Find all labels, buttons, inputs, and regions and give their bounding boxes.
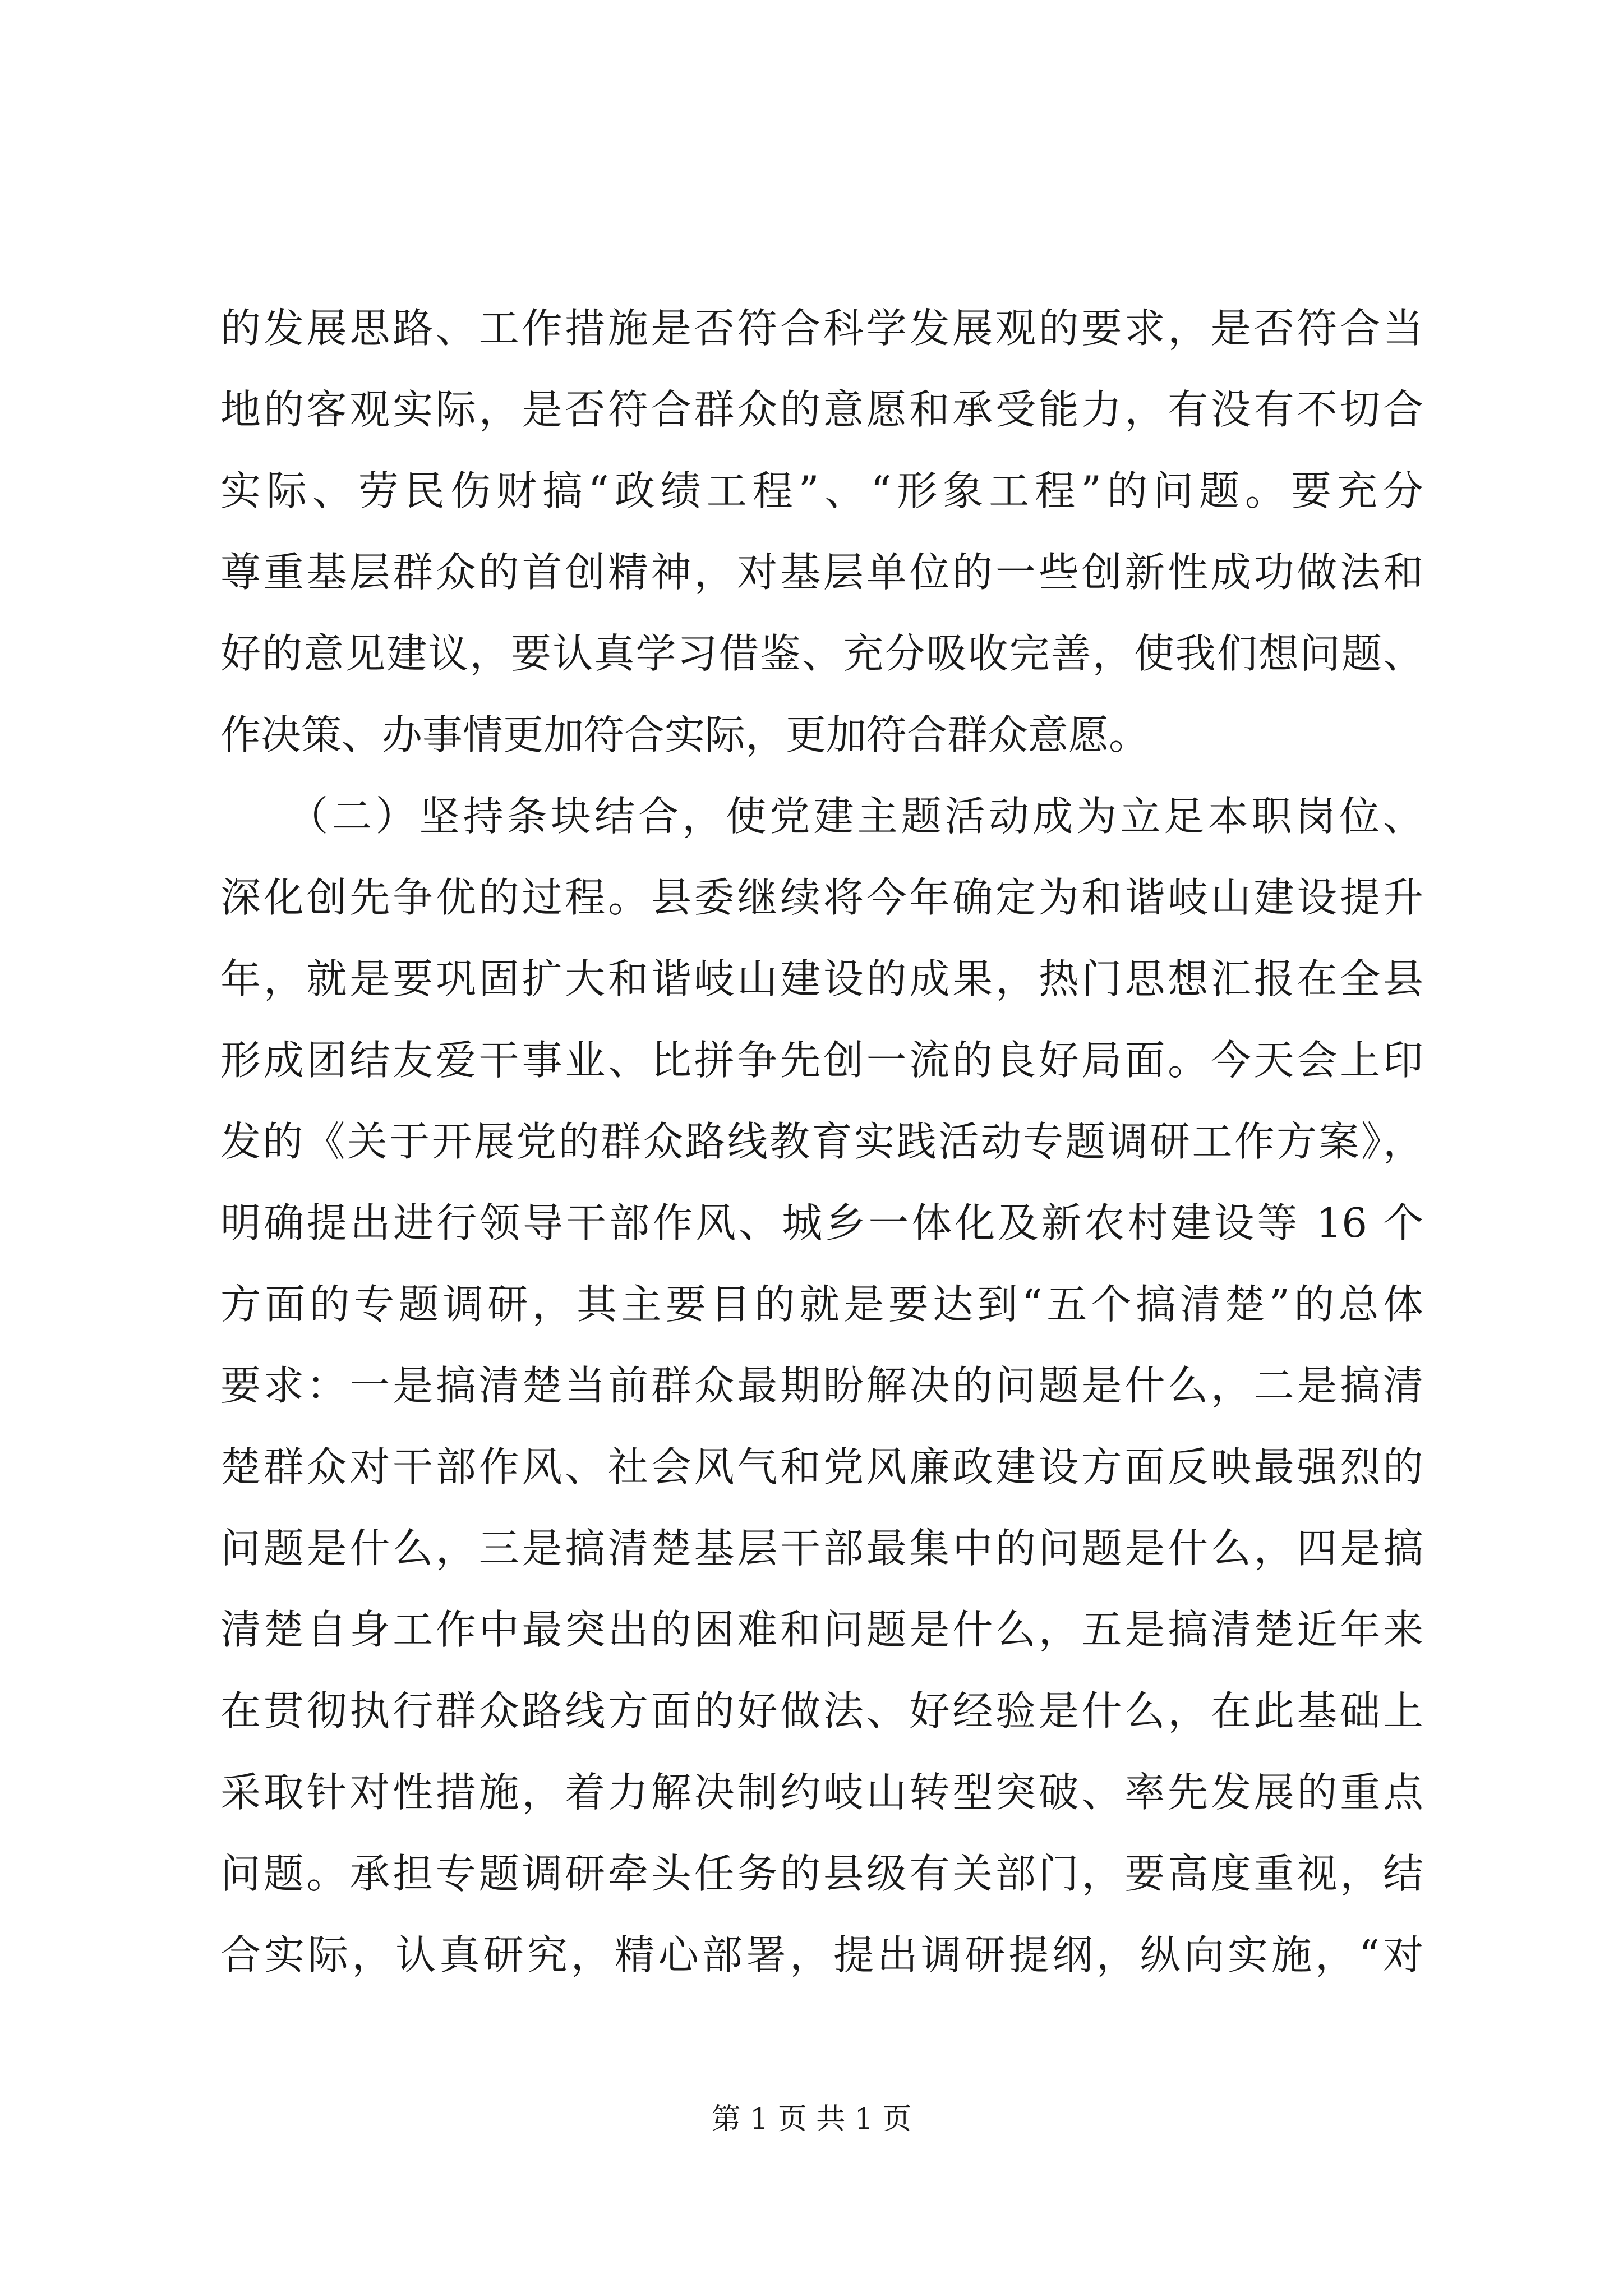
text-line: 地的客观实际，是否符合群众的意愿和承受能力，有没有不切合 bbox=[220, 386, 1423, 433]
text-line: 采取针对性措施，着力解决制约岐山转型突破、率先发展的重点 bbox=[220, 1769, 1423, 1816]
text-line: 深化创先争优的过程。县委继续将今年确定为和谐岐山建设提升 bbox=[220, 874, 1423, 921]
text-line: 合实际，认真研究，精心部署，提出调研提纲，纵向实施，“对 bbox=[220, 1931, 1423, 1978]
text-line: 作决策、办事情更加符合实际，更加符合群众意愿。 bbox=[220, 711, 1150, 758]
text-line: 楚群众对干部作风、社会风气和党风廉政建设方面反映最强烈的 bbox=[220, 1443, 1423, 1490]
text-line: （二）坚持条块结合，使党建主题活动成为立足本职岗位、 bbox=[220, 793, 1423, 840]
text-line: 好的意见建议，要认真学习借鉴、充分吸收完善，使我们想问题、 bbox=[220, 630, 1423, 677]
text-line: 形成团结友爱干事业、比拼争先创一流的良好局面。今天会上印 bbox=[220, 1037, 1423, 1084]
text-line: 尊重基层群众的首创精神，对基层单位的一些创新性成功做法和 bbox=[220, 549, 1423, 596]
text-line: 问题是什么，三是搞清楚基层干部最集中的问题是什么，四是搞 bbox=[220, 1525, 1423, 1572]
text-line: 要求：一是搞清楚当前群众最期盼解决的问题是什么，二是搞清 bbox=[220, 1362, 1423, 1409]
text-line: 明确提出进行领导干部作风、城乡一体化及新农村建设等 16 个 bbox=[220, 1199, 1423, 1246]
text-line: 方面的专题调研，其主要目的就是要达到“五个搞清楚”的总体 bbox=[220, 1281, 1423, 1328]
text-line: 在贯彻执行群众路线方面的好做法、好经验是什么，在此基础上 bbox=[220, 1687, 1423, 1734]
text-line: 清楚自身工作中最突出的困难和问题是什么，五是搞清楚近年来 bbox=[220, 1606, 1423, 1653]
text-line: 问题。承担专题调研牵头任务的县级有关部门，要高度重视，结 bbox=[220, 1850, 1423, 1897]
text-line: 实际、劳民伤财搞“政绩工程”、“形象工程”的问题。要充分 bbox=[220, 467, 1423, 514]
text-line: 的发展思路、工作措施是否符合科学发展观的要求，是否符合当 bbox=[220, 305, 1423, 352]
page-footer: 第 1 页 共 1 页 bbox=[711, 2102, 912, 2136]
text-line: 发的《关于开展党的群众路线教育实践活动专题调研工作方案》， bbox=[220, 1118, 1423, 1165]
text-line: 年，就是要巩固扩大和谐岐山建设的成果，热门思想汇报在全县 bbox=[220, 955, 1423, 1002]
